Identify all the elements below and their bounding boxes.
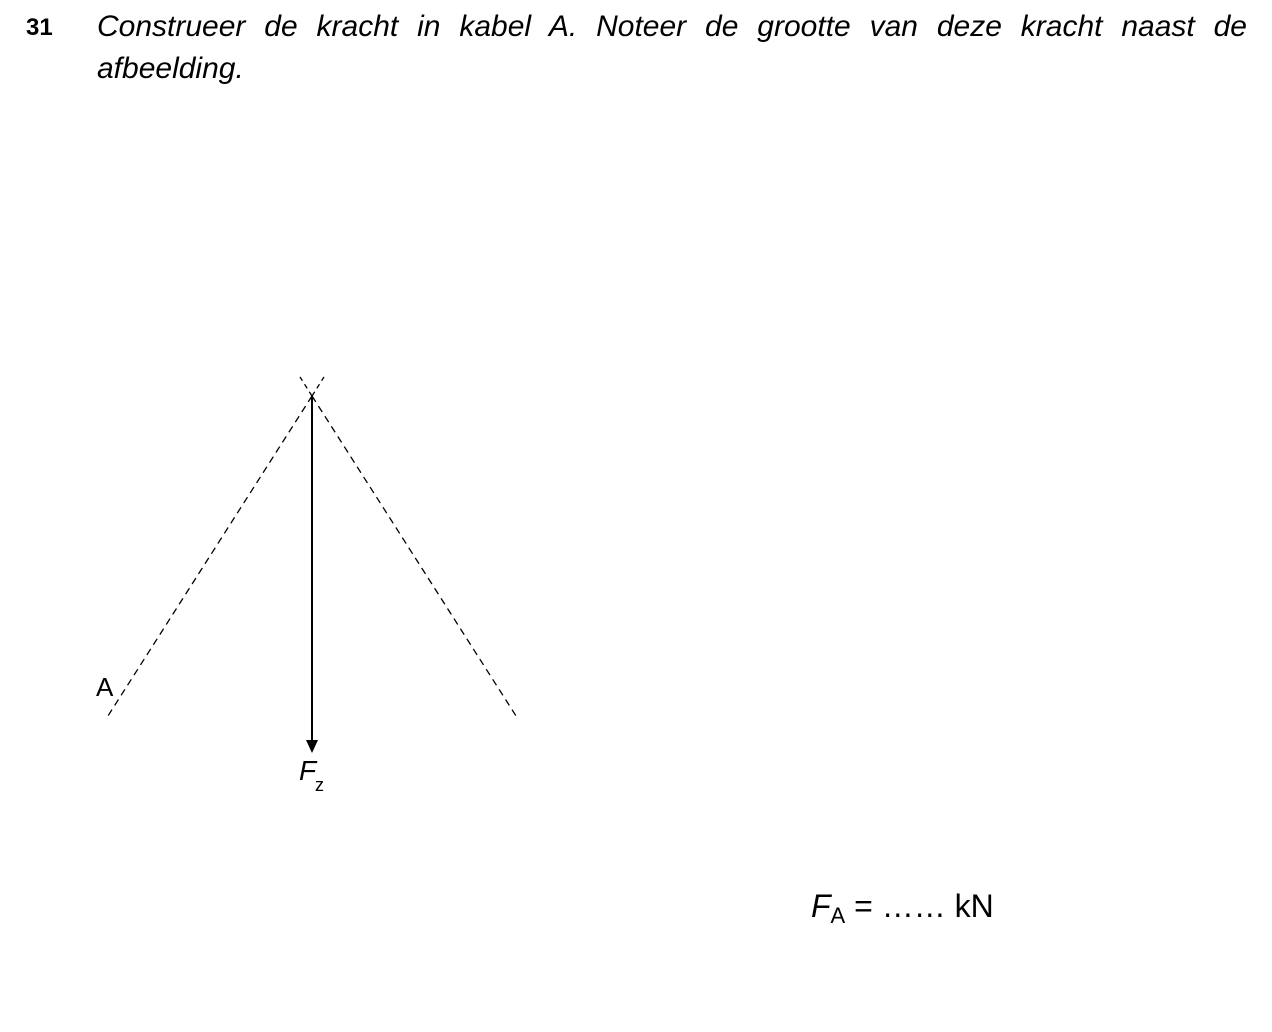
cable-a-extension [312, 377, 324, 396]
gravity-force-label: F [299, 755, 317, 786]
gravity-force-arrowhead [306, 740, 318, 753]
question-text: Construeer de kracht in kabel A. Noteer de grootte van deze kracht naast de afbeelding. [97, 10, 1247, 85]
cable-a-label: A [96, 672, 114, 702]
cable-right-line [312, 396, 518, 719]
answer-field [811, 888, 994, 928]
answer-subscript: A [830, 903, 846, 928]
answer-placeholder: = …… kN [854, 888, 994, 924]
question-number: 31 [26, 14, 53, 41]
cable-right-extension [300, 377, 312, 396]
answer-symbol: F [811, 888, 831, 924]
gravity-force-subscript: z [315, 775, 324, 795]
cable-a-line [106, 396, 312, 719]
